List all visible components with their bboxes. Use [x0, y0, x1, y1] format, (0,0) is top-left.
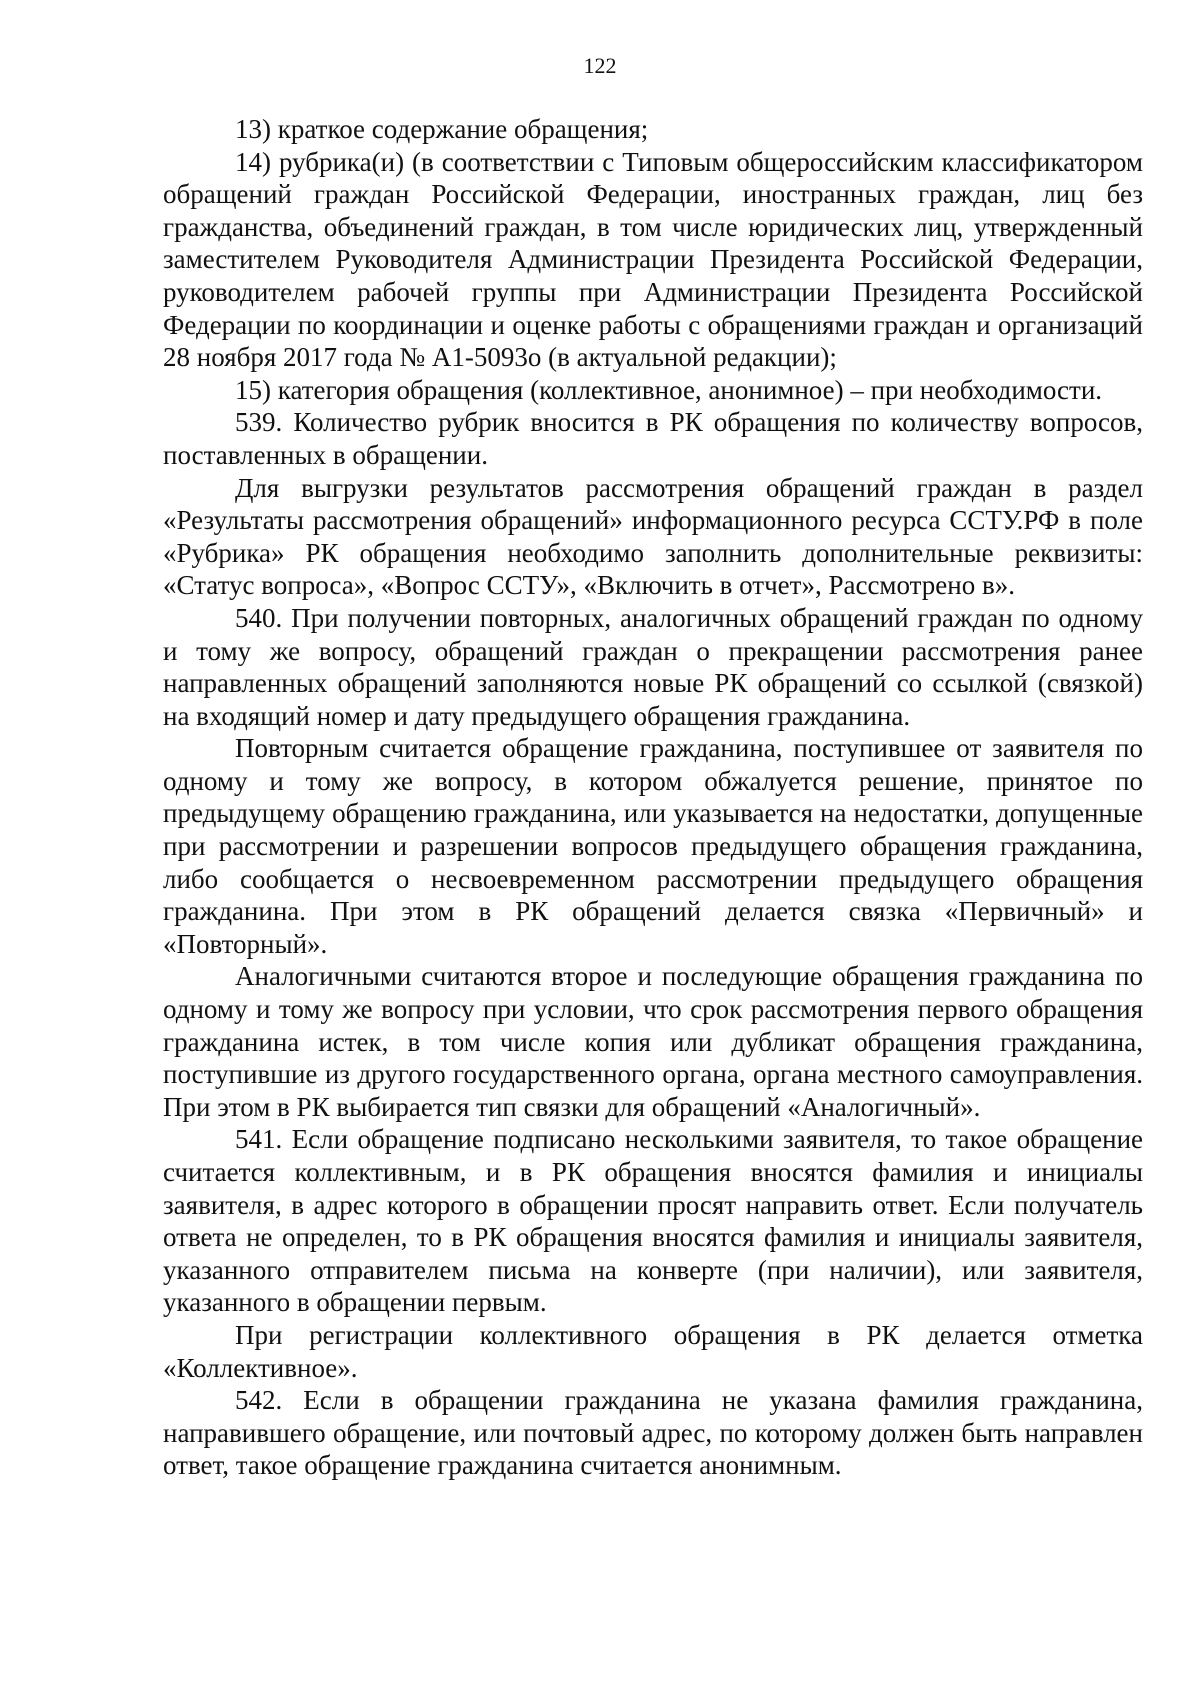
paragraph-540: 540. При получении повторных, аналогичных обращений граждан по одному и тому же вопросу, обращений граждан о прекращении рассмотрения ранее направленных обращений заполняются новые РК обращений со ссылкой (связкой) на входящий номер и дату предыдущего обращения гражданина. [163, 602, 1143, 731]
page-number: 122 [583, 53, 617, 78]
paragraph-collective-mark: При регистрации коллективного обращения в РК делается отметка «Коллективное». [163, 1319, 1143, 1383]
paragraph-analogous-definition: Аналогичными считаются второе и последующие обращения гражданина по одному и тому же вопросу при условии, что срок рассмотрения первого обращения гражданина истек, в том числе копия или дубликат обращения гражданина, поступившие из другого государственного органа, органа местного самоуправления. При этом в РК выбирается тип связки для обращений «Аналогичный». [163, 961, 1143, 1122]
paragraph-542: 542. Если в обращении гражданина не указана фамилия гражданина, направившего обращение, или почтовый адрес, по которому должен быть направлен ответ, такое обращение гражданина считается анонимным. [163, 1385, 1143, 1481]
paragraph-item-14: 14) рубрика(и) (в соответствии с Типовым общероссийским классификатором обращений граждан Российской Федерации, иностранных граждан, лиц без гражданства, объединений граждан, в том числе юридических лиц, утвержденный заместителем Руководителя Администрации Президента Российской Федерации, руководителем рабочей группы при Администрации Президента Российской Федерации по координации и оценке работы с обращениями граждан и организаций 28 ноября 2017 года № А1-5093о (в актуальной редакции); [163, 146, 1143, 373]
document-body [163, 113, 1143, 1482]
paragraph-item-13: 13) краткое содержание обращения; [235, 114, 649, 144]
paragraph-539: 539. Количество рубрик вносится в РК обращения по количеству вопросов, поставленных в обращении. [163, 407, 1143, 470]
paragraph-item-15: 15) категория обращения (коллективное, анонимное) – при необходимости. [235, 374, 1103, 405]
paragraph-541: 541. Если обращение подписано несколькими заявителя, то такое обращение считается коллективным, и в РК обращения вносятся фамилия и инициалы заявителя, в адрес которого в обращении просят направить ответ. Если получатель ответа не определен, то в РК обращения вносятся фамилия и инициалы заявителя, указанного отправителем письма на конверте (при наличии), или заявителя, указанного в обращении первым. [163, 1124, 1143, 1318]
paragraph-repeated-definition: Повторным считается обращение гражданина, поступившее от заявителя по одному и тому же вопросу, в котором обжалуется решение, принятое по предыдущему обращению гражданина, или указывается на недостатки, допущенные при рассмотрении и разрешении вопросов предыдущего обращения гражданина, либо сообщается о несвоевременном рассмотрении предыдущего обращения гражданина. При этом в РК обращений делается связка «Первичный» и «Повторный». [163, 733, 1143, 959]
paragraph-export-requisites: Для выгрузки результатов рассмотрения обращений граждан в раздел «Результаты рассмотрения обращений» информационного ресурса ССТУ.РФ в поле «Рубрика» РК обращения необходимо заполнить дополнительные реквизиты: «Статус вопроса», «Вопрос ССТУ», «Включить в отчет», Рассмотрено в». [163, 472, 1143, 601]
